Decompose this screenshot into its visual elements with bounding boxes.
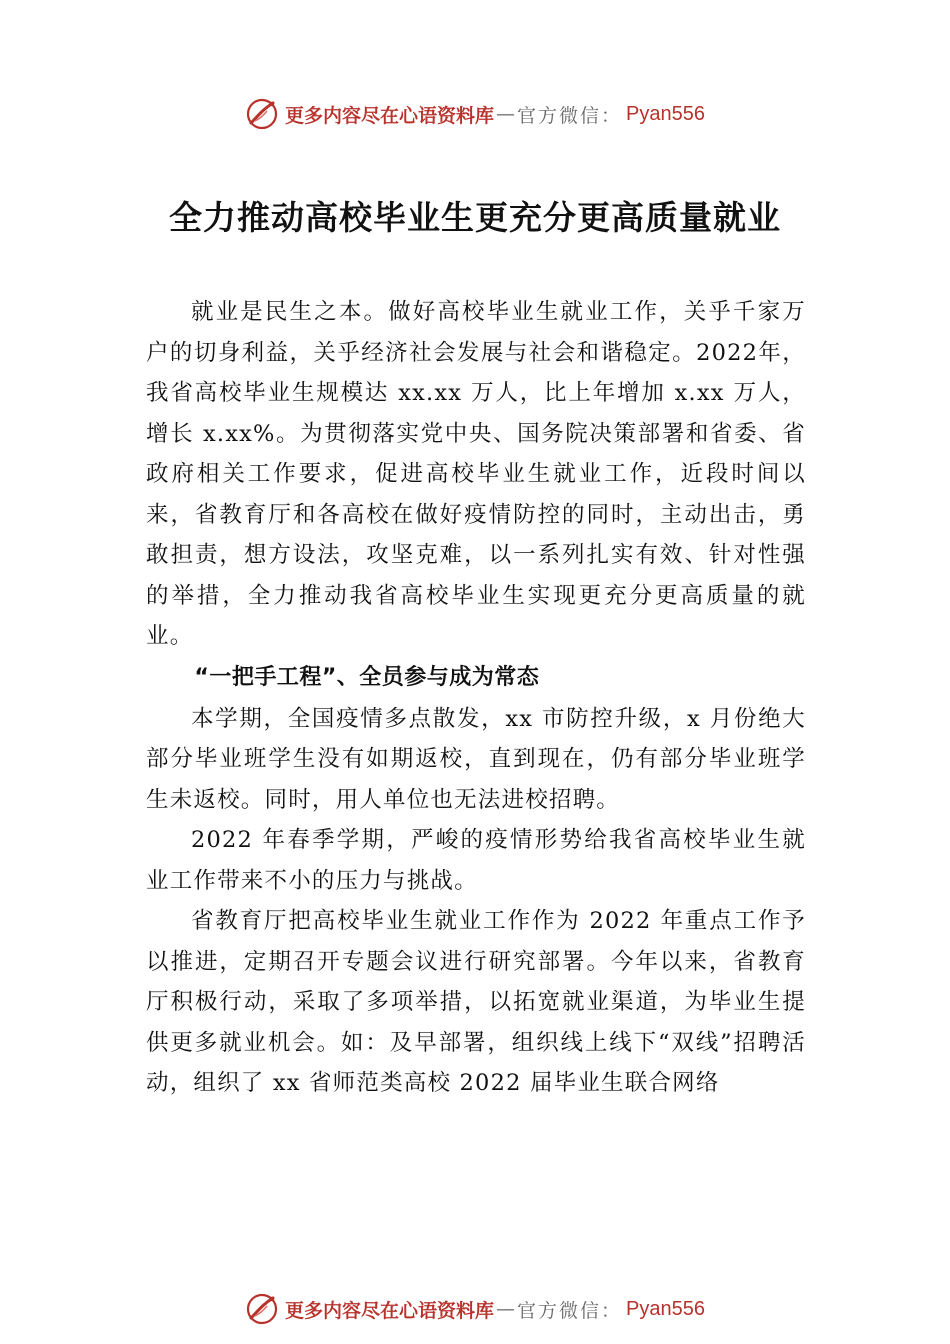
brush-logo-icon xyxy=(245,97,279,131)
banner-wechat-label: 官方微信： xyxy=(517,104,623,127)
banner-wechat-id: Pyan556 xyxy=(626,102,705,125)
footer-banner xyxy=(0,1289,950,1329)
banner-dash: — xyxy=(496,103,516,125)
paragraph-spring-term: 2022 年春季学期，严峻的疫情形势给我省高校毕业生就业工作带来不小的压力与挑战。 xyxy=(146,827,806,894)
document-body xyxy=(146,292,806,1104)
brush-logo-icon xyxy=(245,1292,279,1326)
banner-dash: — xyxy=(496,1298,516,1320)
banner-wechat-label: 官方微信： xyxy=(517,1299,623,1322)
paragraph-semester: 本学期，全国疫情多点散发，xx 市防控升级，x 月份绝大部分毕业班学生没有如期返校，直到现在，仍有部分毕业班学生未返校。同时，用人单位也无法进校招聘。 xyxy=(146,705,806,813)
paragraph-intro: 就业是民生之本。做好高校毕业生就业工作，关乎千家万户的切身利益，关乎经济社会发展与社会和谐稳定。2022年，我省高校毕业生规模达 xx.xx 万人，比上年增加 x.xx 万人，增长 x.xx%。为贯彻落实党中央、国务院决策部署和省委、省政府相关工作要求，促进高校毕业生就业工作，近段时间以来，省教育厅和各高校在做好疫情防控的同时，主动出击，勇敢担责，想方设法，攻坚克难，以一系列扎实有效、针对性强的举措，全力推动我省高校毕业生实现更充分更高质量的就业。 xyxy=(146,299,806,649)
header-banner xyxy=(0,94,950,134)
section-heading: “一把手工程”、全员参与成为常态 xyxy=(194,664,540,690)
banner-lead-text: 更多内容尽在心语资料库 xyxy=(285,1299,495,1322)
paragraph-measures: 省教育厅把高校毕业生就业工作作为 2022 年重点工作予以推进，定期召开专题会议进行研究部署。今年以来，省教育厅积极行动，采取了多项举措，以拓宽就业渠道，为毕业生提供更多就业机会。如：及早部署，组织线上线下“双线”招聘活动，组织了 xx 省师范类高校 2022 届毕业生联合网络 xyxy=(146,908,806,1096)
banner-wechat-id: Pyan556 xyxy=(626,1297,705,1320)
document-title: 全力推动高校毕业生更充分更高质量就业 xyxy=(169,198,781,237)
banner-lead-text: 更多内容尽在心语资料库 xyxy=(285,104,495,127)
